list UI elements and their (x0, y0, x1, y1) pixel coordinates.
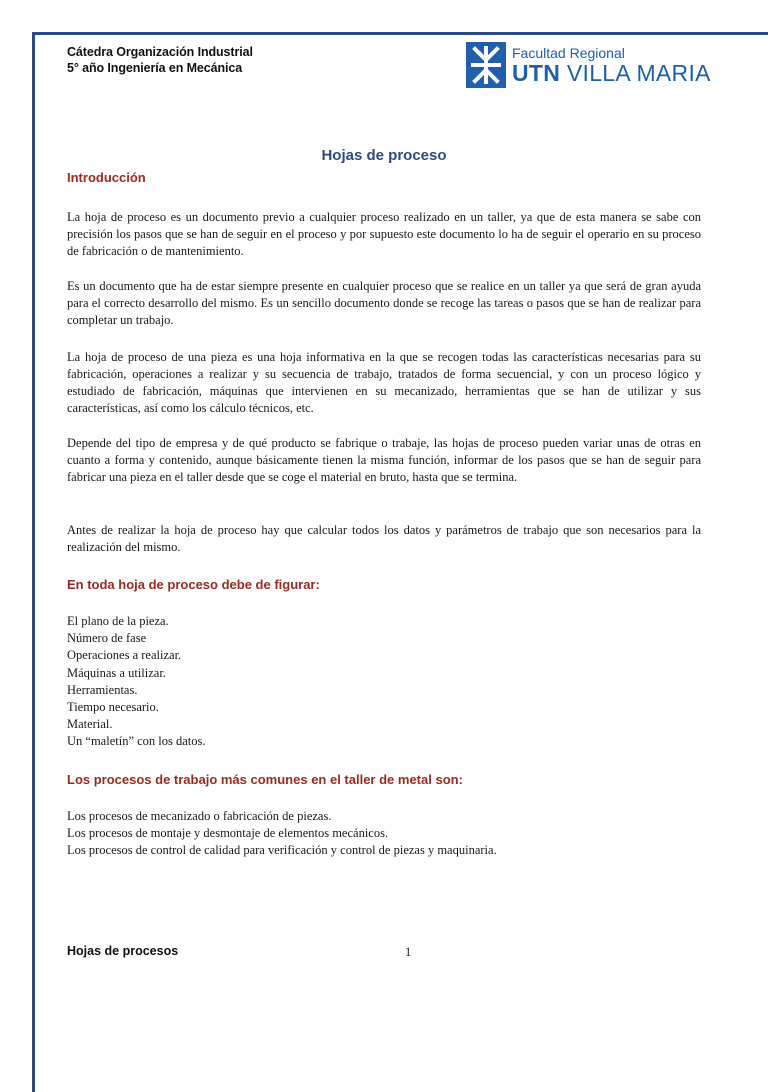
list-item: Los procesos de mecanizado o fabricación de piezas. (67, 809, 332, 823)
list-item: Número de fase (67, 631, 147, 646)
logo-university (512, 61, 711, 85)
paragraph-1: La hoja de proceso es un documento previo a cualquier proceso realizado en un taller, ya que de esta manera se sabe con precisión los pasos que se han de seguir en el proceso y por supuesto este documento lo ha de seguir el operario en su proceso de fabricación o de mantenimiento. (67, 210, 701, 258)
list-item: Operaciones a realizar. (67, 648, 182, 663)
figurar-list (67, 613, 701, 751)
footer-title: Hojas de procesos (67, 944, 179, 958)
list-item: Los procesos de montaje y desmontaje de elementos mecánicos. (67, 826, 389, 841)
logo-utn: UTN (512, 59, 561, 86)
intro-heading: Introducción (67, 170, 146, 185)
course-header (67, 44, 253, 76)
utn-logo-text (512, 46, 711, 85)
list-item: El plano de la pieza. (67, 614, 169, 628)
document-title: Hojas de proceso (321, 147, 447, 164)
procesos-heading: Los procesos de trabajo más comunes en el taller de metal son: (67, 772, 463, 787)
course-name: Cátedra Organización Industrial (67, 45, 253, 59)
paragraph-5: Antes de realizar la hoja de proceso hay que calcular todos los datos y parámetros de trabajo que son necesarios para la realización del mismo. (67, 523, 701, 554)
list-item: Máquinas a utilizar. (67, 665, 166, 680)
course-year: 5° año Ingeniería en Mecánica (67, 61, 243, 75)
procesos-list (67, 808, 701, 860)
logo-city: VILLA MARIA (560, 59, 711, 86)
paragraph-3: La hoja de proceso de una pieza es una hoja informativa en la que se recogen todas las características necesarias para su fabricación, operaciones a realizar y su secuencia de trabajo, tratados de forma secuencial, y con un proceso lógico y estudiado de fabricación, máquinas que intervienen en su mecanizado, herramientas que se han de utilizar y sus características, así como los cálculo técnicos, etc. (67, 350, 701, 415)
list-item: Material. (67, 717, 113, 732)
utn-logo-icon (466, 42, 506, 88)
utn-logo (466, 42, 711, 88)
list-item: Los procesos de control de calidad para verificación y control de piezas y maquinaria. (67, 843, 497, 858)
page-number: 1 (405, 945, 412, 959)
figurar-heading: En toda hoja de proceso debe de figurar: (67, 577, 320, 592)
page-border (32, 32, 768, 1092)
list-item: Un “maletín” con los datos. (67, 734, 206, 749)
paragraph-2: Es un documento que ha de estar siempre presente en cualquier proceso que se realice en un taller ya que será de gran ayuda para el correcto desarrollo del mismo. Es un sencillo documento donde se recoge las tareas o pasos que se han de realizar para completar un trabajo. (67, 279, 701, 327)
paragraph-4: Depende del tipo de empresa y de qué producto se fabrique o trabaje, las hojas de proceso pueden variar unas de otras en cuanto a forma y contenido, aunque básicamente tienen la misma función, informar de los pasos que se han de seguir para fabricar una pieza en el taller desde que se coge el material en bruto, hasta que se termina. (67, 436, 701, 484)
logo-faculty: Facultad Regional (512, 44, 625, 61)
list-item: Herramientas. (67, 682, 138, 697)
list-item: Tiempo necesario. (67, 700, 159, 715)
